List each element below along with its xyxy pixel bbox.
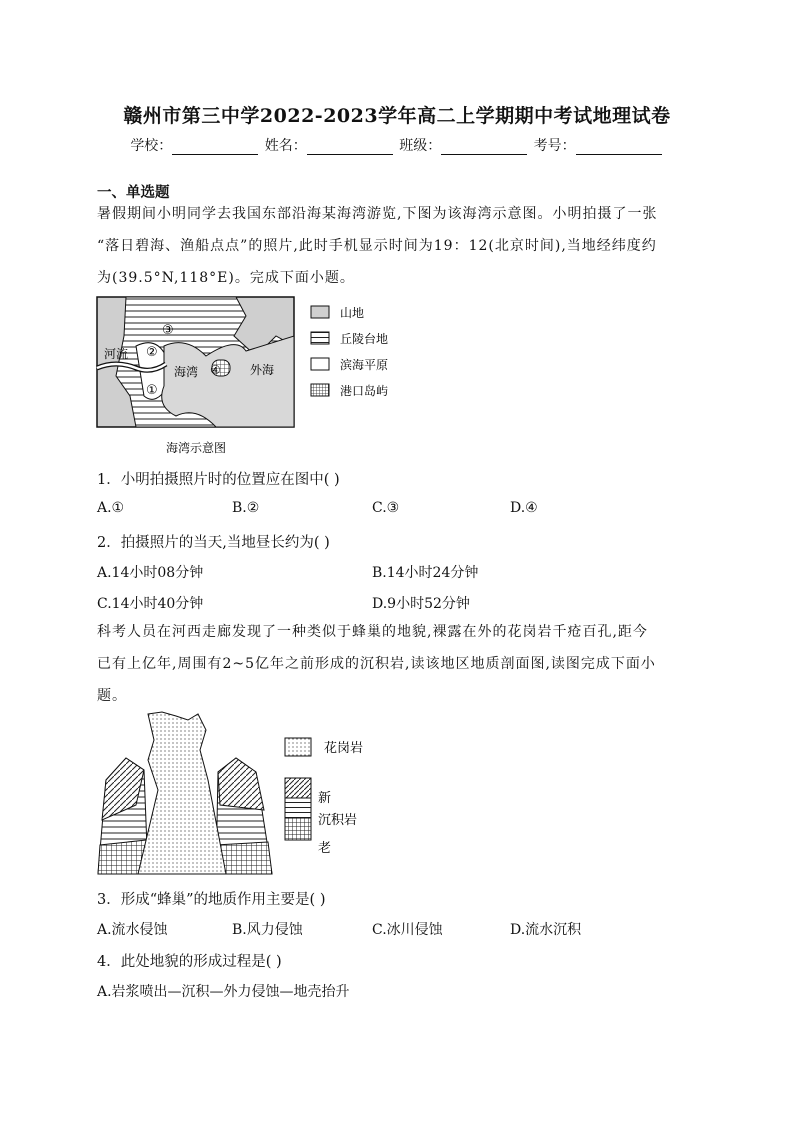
marker-4: ④ (210, 363, 221, 377)
passage-1 (97, 198, 694, 294)
legend-port: 港口岛屿 (340, 384, 389, 398)
marker-2: ② (146, 345, 158, 360)
question-3-stem: 3．形成“蜂巢”的地质作用主要是( ) (97, 892, 326, 908)
school-field[interactable] (172, 140, 258, 155)
bay-water (162, 336, 294, 427)
passage-2-line: 题。 (97, 688, 127, 704)
marker-1: ① (146, 383, 158, 398)
q3-option-c[interactable]: C.冰川侵蚀 (372, 922, 443, 938)
q2-option-c[interactable]: C.14小时40分钟 (97, 596, 204, 612)
question-1-stem: 1．小明拍摄照片时的位置应在图中( ) (97, 472, 340, 488)
q3-option-b[interactable]: B.风力侵蚀 (232, 922, 303, 938)
passage-2 (97, 616, 694, 712)
name-field[interactable] (307, 140, 393, 155)
q2-option-b[interactable]: B.14小时24分钟 (372, 565, 479, 581)
section-heading: 一、单选题 (97, 184, 170, 201)
q2-option-d[interactable]: D.9小时52分钟 (372, 596, 470, 612)
q4-option-a[interactable]: A.岩浆喷出—沉积—外力侵蚀—地壳抬升 (97, 984, 350, 1000)
legend-old: 老 (318, 841, 332, 856)
question-2-stem: 2．拍摄照片的当天,当地昼长约为( ) (97, 535, 330, 551)
q1-option-d[interactable]: D.④ (510, 500, 538, 516)
q2-option-a[interactable]: A.14小时08分钟 (97, 565, 204, 581)
legend-granite: 花岗岩 (324, 741, 364, 756)
map-caption: 海湾示意图 (166, 441, 227, 455)
page-title: 赣州市第三中学2022-2023学年高二上学期期中考试地理试卷 (123, 105, 671, 127)
legend-new: 新 (318, 791, 332, 806)
student-info-line (0, 135, 794, 155)
passage-2-line: 已有上亿年,周围有2~5亿年之前形成的沉积岩,读该地区地质剖面图,读图完成下面小 (97, 656, 656, 672)
number-label: 考号： (533, 138, 576, 154)
number-field[interactable] (576, 140, 662, 155)
q1-option-b[interactable]: B.② (232, 500, 260, 516)
legend-mountain: 山地 (340, 306, 365, 320)
passage-1-line: “落日碧海、渔船点点”的照片,此时手机显示时间为19：12(北京时间),当地经纬度约 (97, 238, 657, 254)
q3-option-d[interactable]: D.流水沉积 (510, 922, 582, 938)
passage-1-line: 为(39.5°N,118°E)。完成下面小题。 (97, 270, 355, 286)
river-label: 河流 (104, 347, 129, 361)
geologic-profile (96, 710, 276, 878)
marker-3: ③ (162, 323, 174, 338)
school-label: 学校： (130, 138, 173, 154)
name-label: 姓名： (264, 138, 307, 154)
class-label: 班级： (399, 138, 442, 154)
sea-label: 外海 (250, 363, 275, 377)
q1-option-a[interactable]: A.① (97, 500, 125, 516)
passage-2-line: 科考人员在河西走廊发现了一种类似于蜂巢的地貌,裸露在外的花岗岩千疮百孔,距今 (97, 624, 648, 640)
granite-body (138, 712, 226, 874)
q3-option-a[interactable]: A.流水侵蚀 (97, 922, 168, 938)
bay-map-legend (310, 300, 420, 410)
passage-1-line: 暑假期间小明同学去我国东部沿海某海湾游览,下图为该海湾示意图。小明拍摄了一张 (97, 206, 658, 222)
legend-plain: 滨海平原 (340, 358, 389, 372)
class-field[interactable] (441, 140, 527, 155)
question-4-stem: 4．此处地貌的形成过程是( ) (97, 954, 282, 970)
legend-sedimentary: 沉积岩 (318, 813, 358, 828)
q1-option-c[interactable]: C.③ (372, 500, 400, 516)
bay-label: 海湾 (174, 365, 199, 379)
profile-legend (284, 730, 384, 860)
legend-hills: 丘陵台地 (340, 332, 389, 346)
